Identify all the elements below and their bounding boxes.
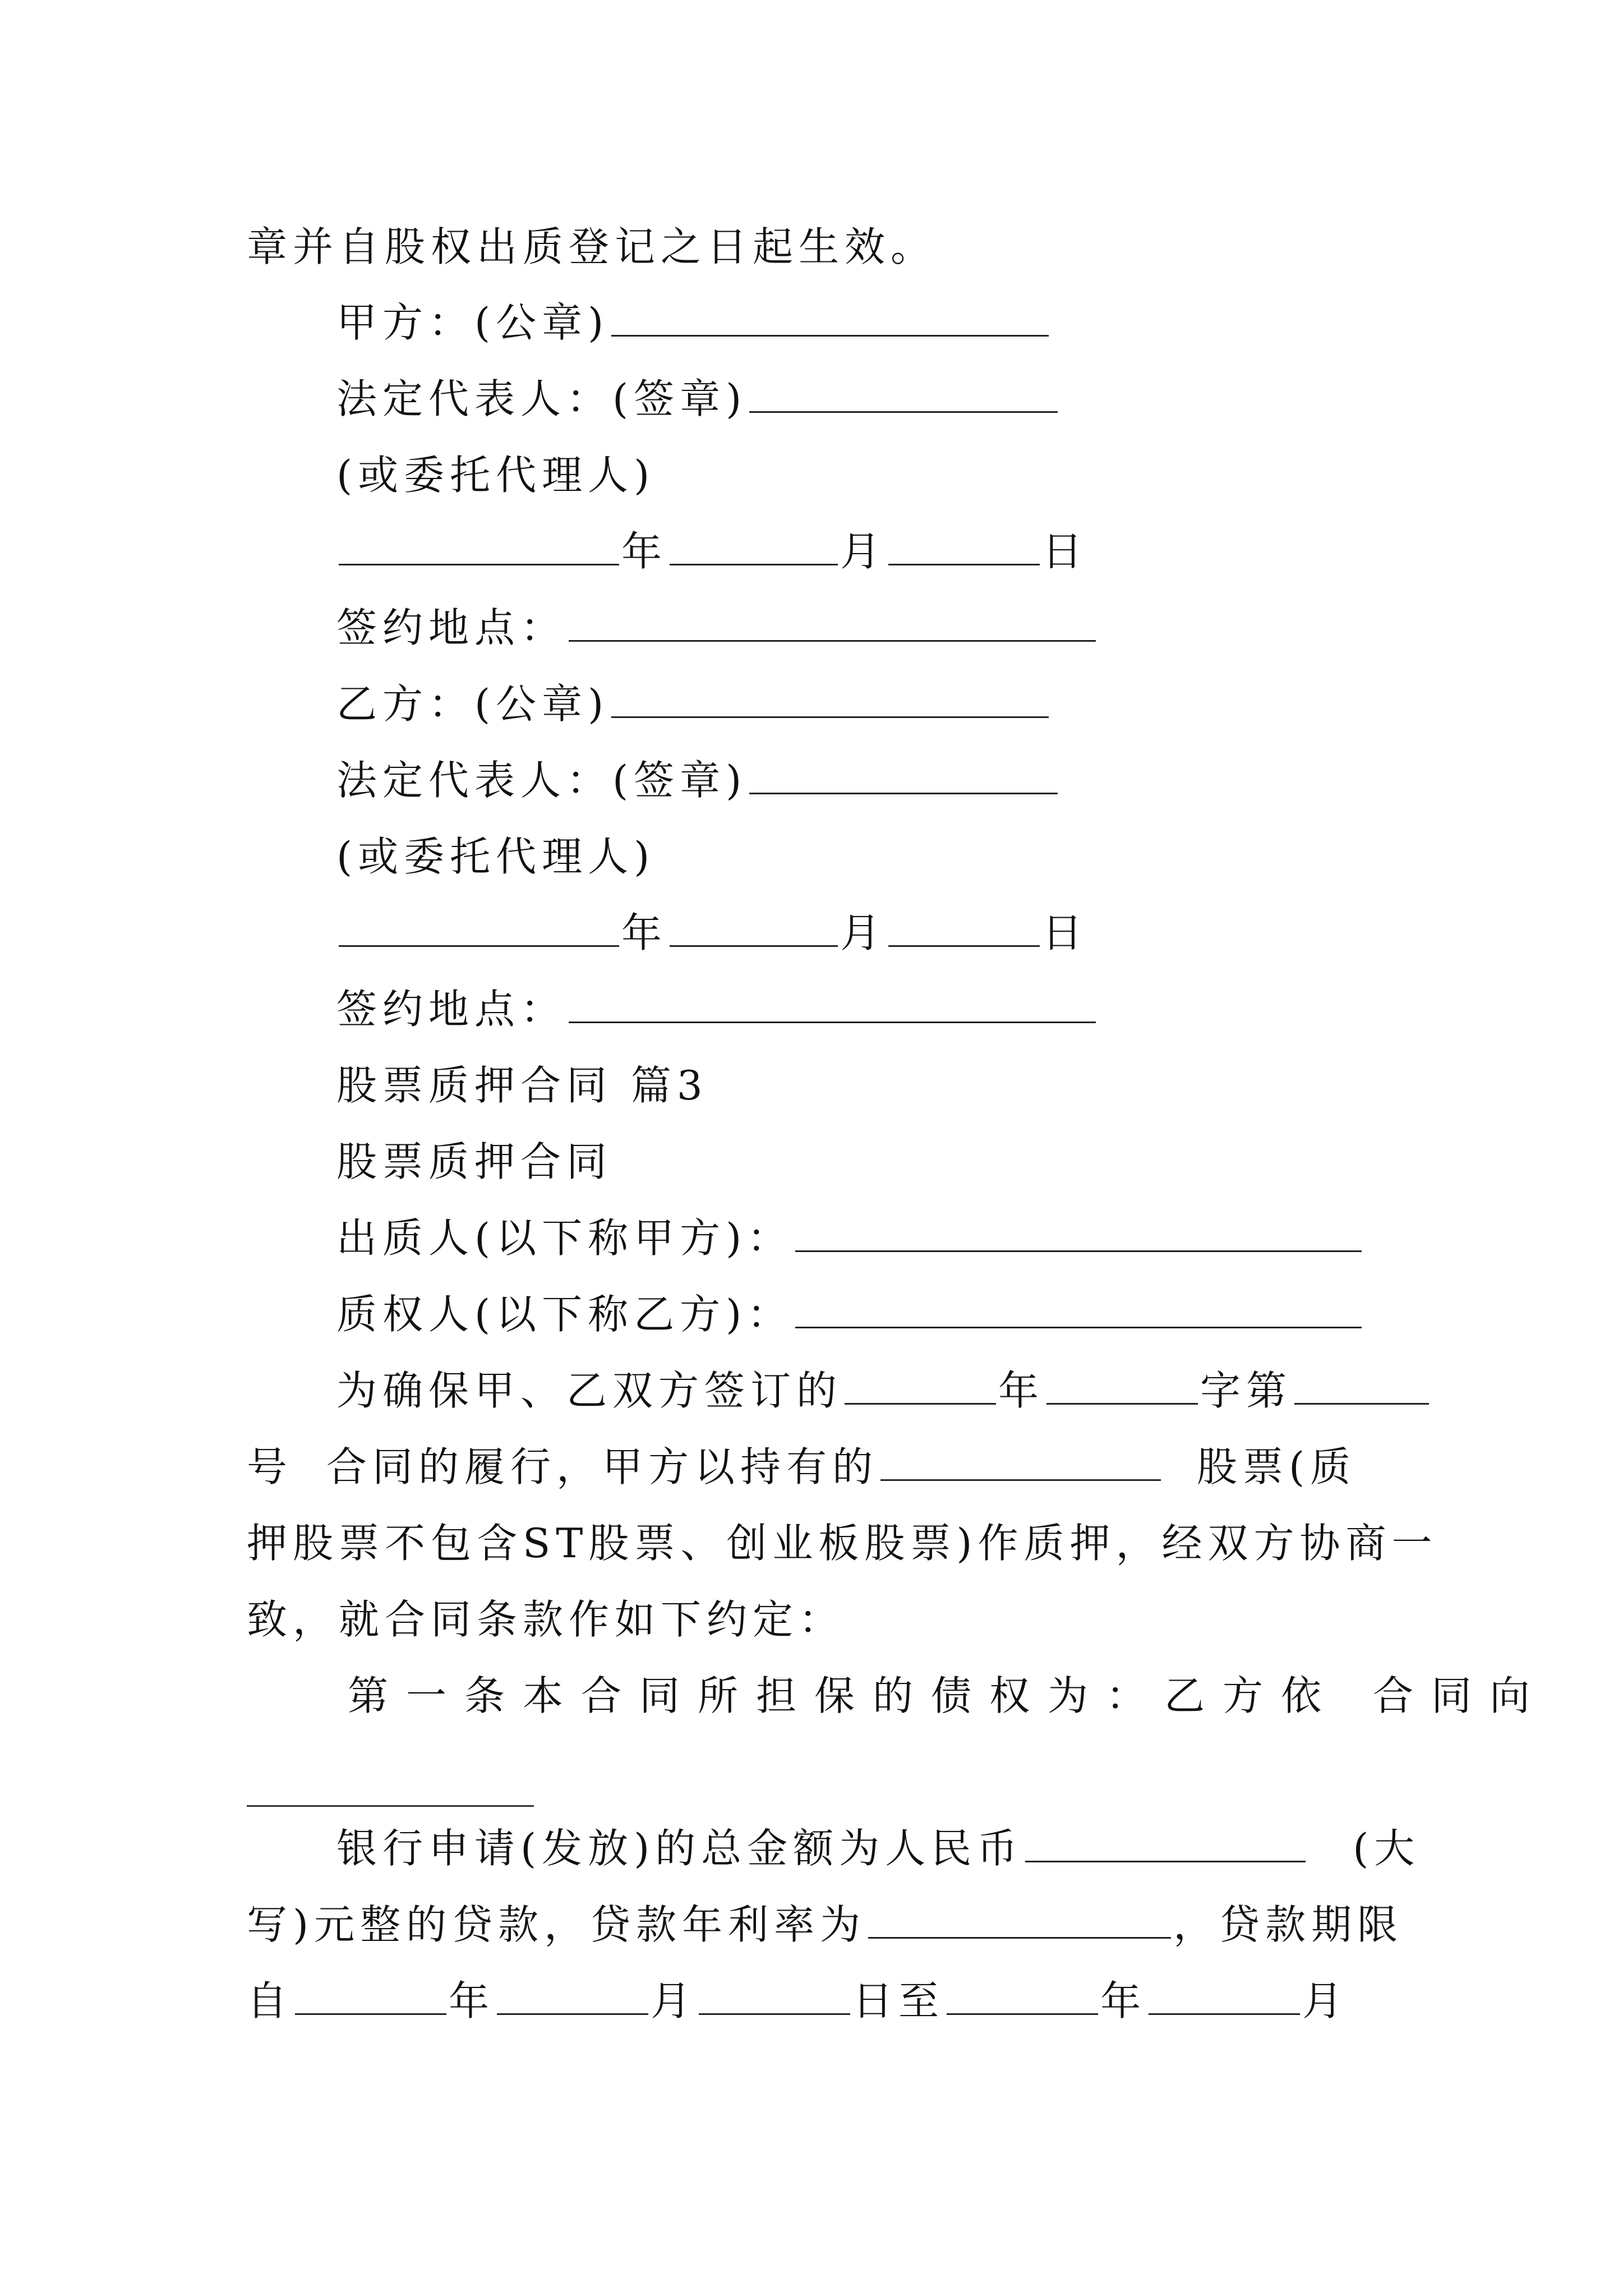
month-label: 月 — [840, 528, 887, 575]
fill-blank — [845, 1366, 996, 1405]
label: (或委托代理人) — [336, 833, 656, 880]
party-a-rep-line — [336, 368, 1060, 430]
fill-blank — [795, 1213, 1362, 1252]
day-label: 日 — [1042, 909, 1089, 956]
text: 年 — [449, 1977, 495, 2024]
month-label: 月 — [840, 909, 887, 956]
party-b-seal-line — [336, 673, 1051, 735]
fill-blank — [569, 984, 1096, 1023]
text: 合同的履行，甲方以持有的 — [326, 1443, 879, 1490]
fill-blank — [947, 1976, 1098, 2015]
text-line — [247, 216, 937, 278]
paragraph-line — [247, 1436, 1356, 1498]
line-text: 章并自股权出质登记之日起生效。 — [247, 223, 937, 270]
paragraph-line — [336, 1818, 1420, 1879]
text: 股票(质 — [1197, 1443, 1357, 1490]
party-b-rep-line — [336, 749, 1060, 811]
text: 日至 — [852, 1977, 945, 2024]
day-label: 日 — [1042, 528, 1089, 575]
fill-blank — [880, 1442, 1161, 1481]
text: 号 — [247, 1443, 293, 1490]
section-title — [336, 1055, 708, 1116]
party-a-agent-line — [336, 444, 655, 506]
fill-blank — [1149, 1976, 1300, 2015]
contract-title — [336, 1131, 612, 1193]
text: 为确保甲、乙双方签订的 — [336, 1367, 843, 1414]
fill-blank — [1294, 1366, 1429, 1405]
label: 法定代表人：(签章) — [336, 757, 748, 804]
label: 签约地点： — [336, 604, 567, 651]
text: 第一条本合同所担保的债权为：乙方依 — [348, 1672, 1340, 1719]
label: (或委托代理人) — [336, 452, 656, 499]
label: 股票质押合同 篇3 — [336, 1062, 708, 1109]
text: 押股票不包含ST股票、创业板股票)作质押，经双方协商一 — [247, 1520, 1438, 1567]
label: 签约地点： — [336, 986, 567, 1033]
paragraph-line — [336, 1360, 1431, 1421]
month-blank — [670, 527, 838, 565]
fill-blank — [611, 298, 1049, 337]
text: 银行申请(发放)的总金额为人民币 — [336, 1825, 1023, 1872]
year-label: 年 — [621, 528, 668, 575]
pledgor-line — [336, 1207, 1364, 1269]
fill-blank — [569, 603, 1096, 642]
fill-blank — [1046, 1366, 1198, 1405]
label: 法定代表人：(签章) — [336, 375, 748, 422]
year-label: 年 — [621, 909, 668, 956]
text: 写)元整的贷款，贷款年利率为 — [247, 1901, 866, 1948]
label: 乙方：(公章) — [336, 680, 610, 728]
text: ，贷款期限 — [1173, 1901, 1404, 1948]
party-b-agent-line — [336, 826, 655, 887]
paragraph-line — [247, 1970, 1348, 2032]
party-b-place-line — [336, 978, 1098, 1040]
text: 年 — [1100, 1977, 1147, 2024]
fill-blank — [868, 1900, 1171, 1939]
party-a-place-line — [336, 597, 1098, 659]
label: 甲方：(公章) — [336, 299, 610, 346]
fill-blank — [611, 679, 1049, 718]
year-blank — [339, 908, 619, 947]
fill-blank — [699, 1976, 850, 2015]
party-b-date-line — [336, 902, 1088, 964]
text: 年 — [998, 1367, 1045, 1414]
party-a-date-line — [336, 521, 1088, 582]
fill-blank — [795, 1290, 1362, 1328]
paragraph-line — [247, 1894, 1403, 1955]
paragraph-line — [247, 1589, 845, 1650]
fill-blank — [497, 1976, 648, 2015]
day-blank — [888, 527, 1040, 565]
fill-blank — [749, 756, 1058, 794]
label: 股票质押合同 — [336, 1138, 613, 1185]
text: 致，就合同条款作如下约定： — [247, 1596, 845, 1643]
text: 合同向 — [1373, 1672, 1548, 1719]
year-blank — [339, 527, 619, 565]
text: (大 — [1353, 1825, 1421, 1872]
pledgee-line — [336, 1283, 1364, 1345]
text: 自 — [247, 1977, 293, 2024]
text: 月 — [1302, 1977, 1349, 2024]
fill-blank — [749, 374, 1058, 413]
fill-blank — [295, 1976, 446, 2015]
blank-rule — [247, 1805, 534, 1807]
label: 质权人(以下称乙方)： — [336, 1291, 794, 1338]
month-blank — [670, 908, 838, 947]
party-a-seal-line — [336, 292, 1051, 353]
paragraph-line — [247, 1512, 1438, 1574]
text: 字第 — [1200, 1367, 1293, 1414]
text: 月 — [651, 1977, 697, 2024]
fill-blank — [1025, 1824, 1306, 1862]
day-blank — [888, 908, 1040, 947]
label: 出质人(以下称甲方)： — [336, 1214, 794, 1262]
article-line — [348, 1665, 1548, 1727]
